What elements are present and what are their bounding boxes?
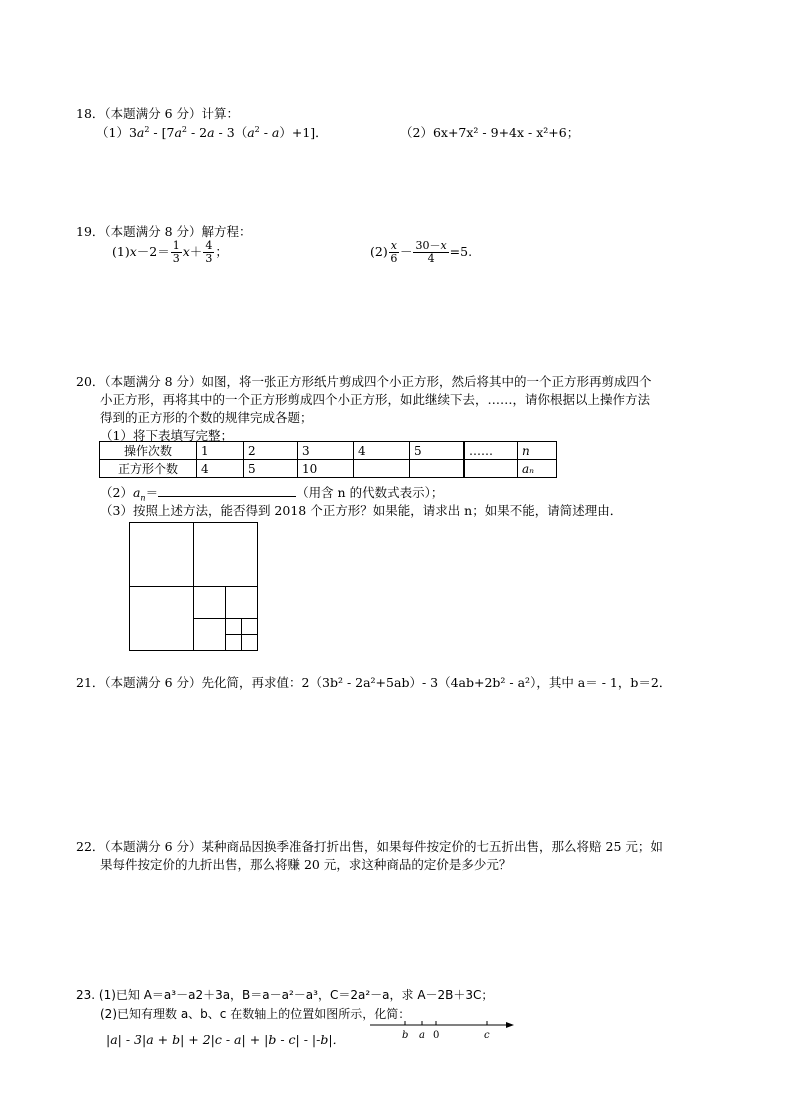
level3-square-b: [241, 618, 258, 635]
q20-part1: （1）将下表填写完整；: [100, 428, 233, 443]
q19-part2-rhs: =5.: [449, 244, 473, 259]
q23-line2: (2)已知有理数 a、b、c 在数轴上的位置如图所示，化简：: [100, 1007, 411, 1021]
top-left-square: [129, 522, 194, 587]
table-cell: 5: [410, 442, 464, 460]
table-cell: 4: [354, 442, 410, 460]
q18-heading: 18．（本题满分 6 分）计算：: [76, 106, 240, 121]
answer-blank[interactable]: [158, 485, 296, 497]
q18-part2-label: （2）: [400, 125, 433, 140]
q20-part2-label: （2）: [100, 485, 133, 500]
q22-line2: 果每件按定价的九折出售，那么将赚 20 元，求这种商品的定价是多少元？: [100, 857, 512, 872]
table-cell: [410, 460, 464, 478]
q20-part2-suffix: （用含 n 的代数式表示）；: [296, 485, 444, 500]
level3-square-a: [225, 618, 242, 635]
table-cell: 4: [197, 460, 244, 478]
fraction-30-minus-x-over-4: $\frac{30-x}{4}$: [415, 239, 447, 265]
q20-line3: 得到的正方形的个数的规律完成各题；: [100, 410, 313, 425]
axis-label-a: a: [419, 1030, 425, 1041]
number-line: [368, 1018, 518, 1046]
table-row-operations: [100, 442, 557, 460]
q19-part2-label: (2): [370, 244, 388, 259]
level2-square-c: [193, 618, 226, 651]
q18-part1-expression: $3a^2 - [7a^2 - 2a - 3(a^2 - a)+1]$．: [128, 124, 328, 140]
bottom-left-square: [129, 586, 194, 651]
table-cell: 2: [244, 442, 298, 460]
table-cell: 正方形个数: [100, 460, 197, 478]
q18-part2: [400, 123, 579, 141]
table-cell: aₙ: [518, 460, 557, 478]
table-cell: 1: [197, 442, 244, 460]
table-cell: [354, 460, 410, 478]
q21-text: 21．（本题满分 6 分）先化简，再求值：2（3b² - 2a²+5ab）- 3（4ab+2b² - a²），其中 a＝ - 1，b＝2．: [76, 675, 672, 690]
table-cell: n: [518, 442, 557, 460]
q19-heading: 19．（本题满分 8 分）解方程：: [76, 224, 252, 239]
table-cell: ……: [465, 442, 518, 460]
operation-table: [99, 441, 557, 478]
fraction-one-third: $\frac{1}{3}$: [172, 239, 180, 265]
level3-square-d: [241, 634, 258, 651]
q22-line1: 22．（本题满分 6 分）某种商品因换季准备打折出售，如果每件按定价的七五折出售，那么将赔 25 元；如: [76, 839, 663, 854]
axis-label-c: c: [484, 1030, 490, 1041]
q23-expression: |a| - 3|a + b| + 2|c - a| + |b - c| - |-b|．: [106, 1032, 346, 1047]
q23-line1: 23. (1)已知 A＝a³－a2＋3a，B＝a－a²－a³，C＝2a²－a，求 A－2B＋3C；: [76, 988, 494, 1002]
square-cutting-figure: [129, 522, 258, 651]
q18-part1-label: （1）: [96, 125, 129, 140]
level2-square-a: [193, 586, 226, 619]
top-right-square: [193, 522, 258, 587]
table-cell: 10: [298, 460, 354, 478]
table-row-squares: [100, 460, 557, 478]
q20-part2: $(2)a_n=$ （用含 n 的代数式表示）；: [100, 485, 444, 503]
q18-part1: [96, 123, 328, 141]
q20-line2: 小正方形，再将其中的一个正方形剪成四个小正方形，如此继续下去，……，请你根据以上操作方法: [100, 392, 651, 407]
level3-square-c: [225, 634, 242, 651]
table-cell: [465, 460, 518, 478]
table-cell: 操作次数: [100, 442, 197, 460]
q19-part1-label: (1): [112, 244, 130, 259]
fraction-four-thirds: $\frac{4}{3}$: [205, 239, 213, 265]
axis-label-zero: 0: [433, 1030, 440, 1041]
table-cell: 5: [244, 460, 298, 478]
table-cell: 3: [298, 442, 354, 460]
q20-part3: （3）按照上述方法，能否得到 2018 个正方形？如果能，请求出 n；如果不能，请简述理由．: [100, 503, 623, 518]
q19-part1: (1)x－2＝ $\frac{1}{3}$ x＋ $\frac{4}{3}$ ；: [112, 239, 228, 265]
q18-part2-expression: 6x+7x² - 9+4x - x²+6；: [432, 125, 580, 140]
q20-heading: 20．（本题满分 8 分）如图，将一张正方形纸片剪成四个小正方形，然后将其中的一个正方形再剪成四个: [76, 374, 652, 389]
level2-square-b: [225, 586, 258, 619]
axis-label-b: b: [402, 1030, 409, 1041]
fraction-x-over-6: $\frac{x}{6}$: [390, 239, 398, 265]
q19-part2: (2) $\frac{x}{6}$ － $\frac{30-x}{4}$ =5.: [370, 239, 473, 265]
